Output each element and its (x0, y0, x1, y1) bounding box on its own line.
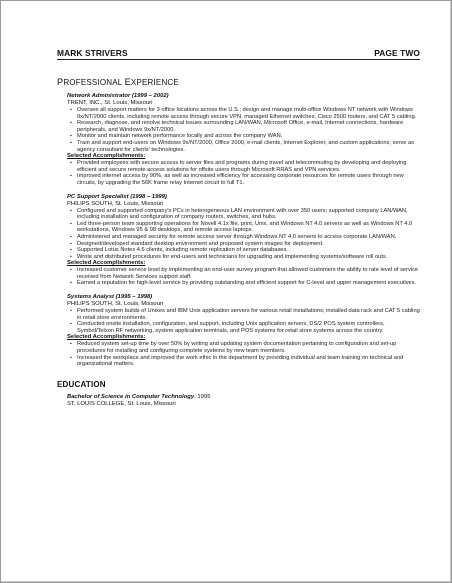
duty-item: ▪ Performed system builds of Unixes and IBM Unix application servers for various retail installations; installed data rack and CAT 5 cabling in retail store environments. (77, 308, 420, 321)
job-title: Network Administrator (1999 – 2002) (67, 93, 169, 99)
duties-list (67, 107, 420, 153)
accomplishments-list (67, 260, 420, 287)
job-entry (67, 194, 420, 288)
accomplishment-item: ▪ Reduced system set-up time by over 50% by writing and updating system documentation pertaining to configuration and set-up procedures for installing and configuring complete systems by new team members. (77, 341, 420, 354)
duty-item: ▪ Configured and supported company's PCs in heterogeneous LAN environment with over 350 users; supported company LAN/WAN, including installation and configuration of company routers, switches, and hubs. (77, 208, 420, 221)
duty-item: ▪ Supported Lotus Notes 4.6 clients, including remote replication of server databases. (77, 247, 420, 254)
job-title: PC Support Specialist (1998 – 1999) (67, 193, 167, 200)
duty-item: ▪ Conducted onsite installation, configuration, and support, including Unix application servers, DS/2 POS system controllers, Symbol/Telxon RF networking, system application terminals, and POS systems for retail store systems across the country. (77, 321, 420, 334)
duty-item: ▪ Monitor and maintain network performance locally and across the company WAN. (77, 133, 420, 140)
candidate-name: MARK STRIVERS (57, 48, 128, 58)
accomplishment-item: ▪ Provided employees with secure access to server files and programs during travel and telecommuting by developing and deploying efficient and secure remote access solutions for offsite users through Microsoft RRAS and VPN services. (77, 160, 420, 173)
accomplishment-item: ▪ Improved internet access by 90%, as well as increased efficiency for accessing corporate resources for remote users through new circuits, by upgrading the 56K frame relay Internet circuit to full T1. (77, 173, 420, 186)
duty-item: ▪ Research, diagnose, and resolve technical issues surrounding LAN/WAN, Microsoft Office, e-mail, Internet connections, hardware peripherals, and Windows 9x/NT/2000. (77, 120, 420, 133)
duties-list (67, 308, 420, 334)
duty-item: ▪ Oversee all support matters for 3 office locations across the U.S.; design and manage multi-office Windows NT network with Windows 9x/NT/2000 clients, including remote access through secure VPN, managed Ethernet switches, Cisco 2500 routers, and CAT 5 cabling. (77, 107, 420, 120)
page-content (57, 48, 420, 408)
job-entry (67, 294, 420, 368)
job-entry (67, 93, 420, 187)
duty-item: ▪ Designed/developed standard desktop environment and proposed system images for deployment. (77, 241, 420, 248)
accomplishments-list (67, 153, 420, 186)
duty-item: ▪ Train and support end-users on Windows 9x/NT/2000, Office 2000, e-mail clients, Internet Explorer, and custom applications; serve as agency consultant for clients' technologies. (77, 140, 420, 153)
duty-item: ▪ Led three-person team supporting operations for Novell 4.1x file, print, Unix, and Windows NT 4.0 servers as well as Windows NT 4.0 workstations, Windows 95 & 98 desktops, and remote access laptops. (77, 221, 420, 234)
accomplishments-list (67, 334, 420, 367)
accomplishments-heading: Selected Accomplishments: (67, 153, 146, 160)
page-number-label: PAGE TWO (374, 48, 420, 58)
page-header (57, 48, 420, 60)
duty-item: ▪ Administered and managed security for remote access server through Windows NT 4.0 servers to access corporate LAN/WAN. (77, 234, 420, 241)
accomplishments-heading: Selected Accomplishments: (67, 334, 146, 341)
company-line: PHILIPS SOUTH, St. Louis, Missouri (67, 301, 164, 308)
duty-item: ▪ Wrote and distributed procedures for end-users and technicians for upgrading and implementing systems/software roll outs. (77, 254, 420, 261)
job-title: Systems Analyst (1995 – 1998) (67, 294, 153, 301)
education-entry (67, 394, 420, 408)
degree-line: Bachelor of Science in Computer Technology, 1995 (67, 393, 211, 400)
company-line: PHILIPS SOUTH, St. Louis, Missouri (67, 200, 164, 207)
section-title-education: EDUCATION (57, 379, 106, 389)
school-line: ST. LOUIS COLLEGE, St. Louis, Missouri (67, 400, 176, 407)
accomplishment-item: ▪ Increased customer service level by implementing an end-user survey program that allowed customers the ability to rate level of service received from Network Services support staff. (77, 267, 420, 280)
accomplishment-item: ▪ Increased the workplace and improved the work ethic in the department by providing individual and team training on technical and organizational matters. (77, 355, 420, 368)
duties-list (67, 208, 420, 261)
accomplishments-heading: Selected Accomplishments: (67, 260, 146, 267)
accomplishment-item: ▪ Earned a reputation for high-level service by providing outstanding and efficient support for C-level and upper management executives. (77, 280, 420, 287)
company-line: TRENT, INC., St. Louis, Missouri (67, 100, 153, 106)
section-title-experience: PROFESSIONAL EXPERIENCE (57, 77, 179, 87)
